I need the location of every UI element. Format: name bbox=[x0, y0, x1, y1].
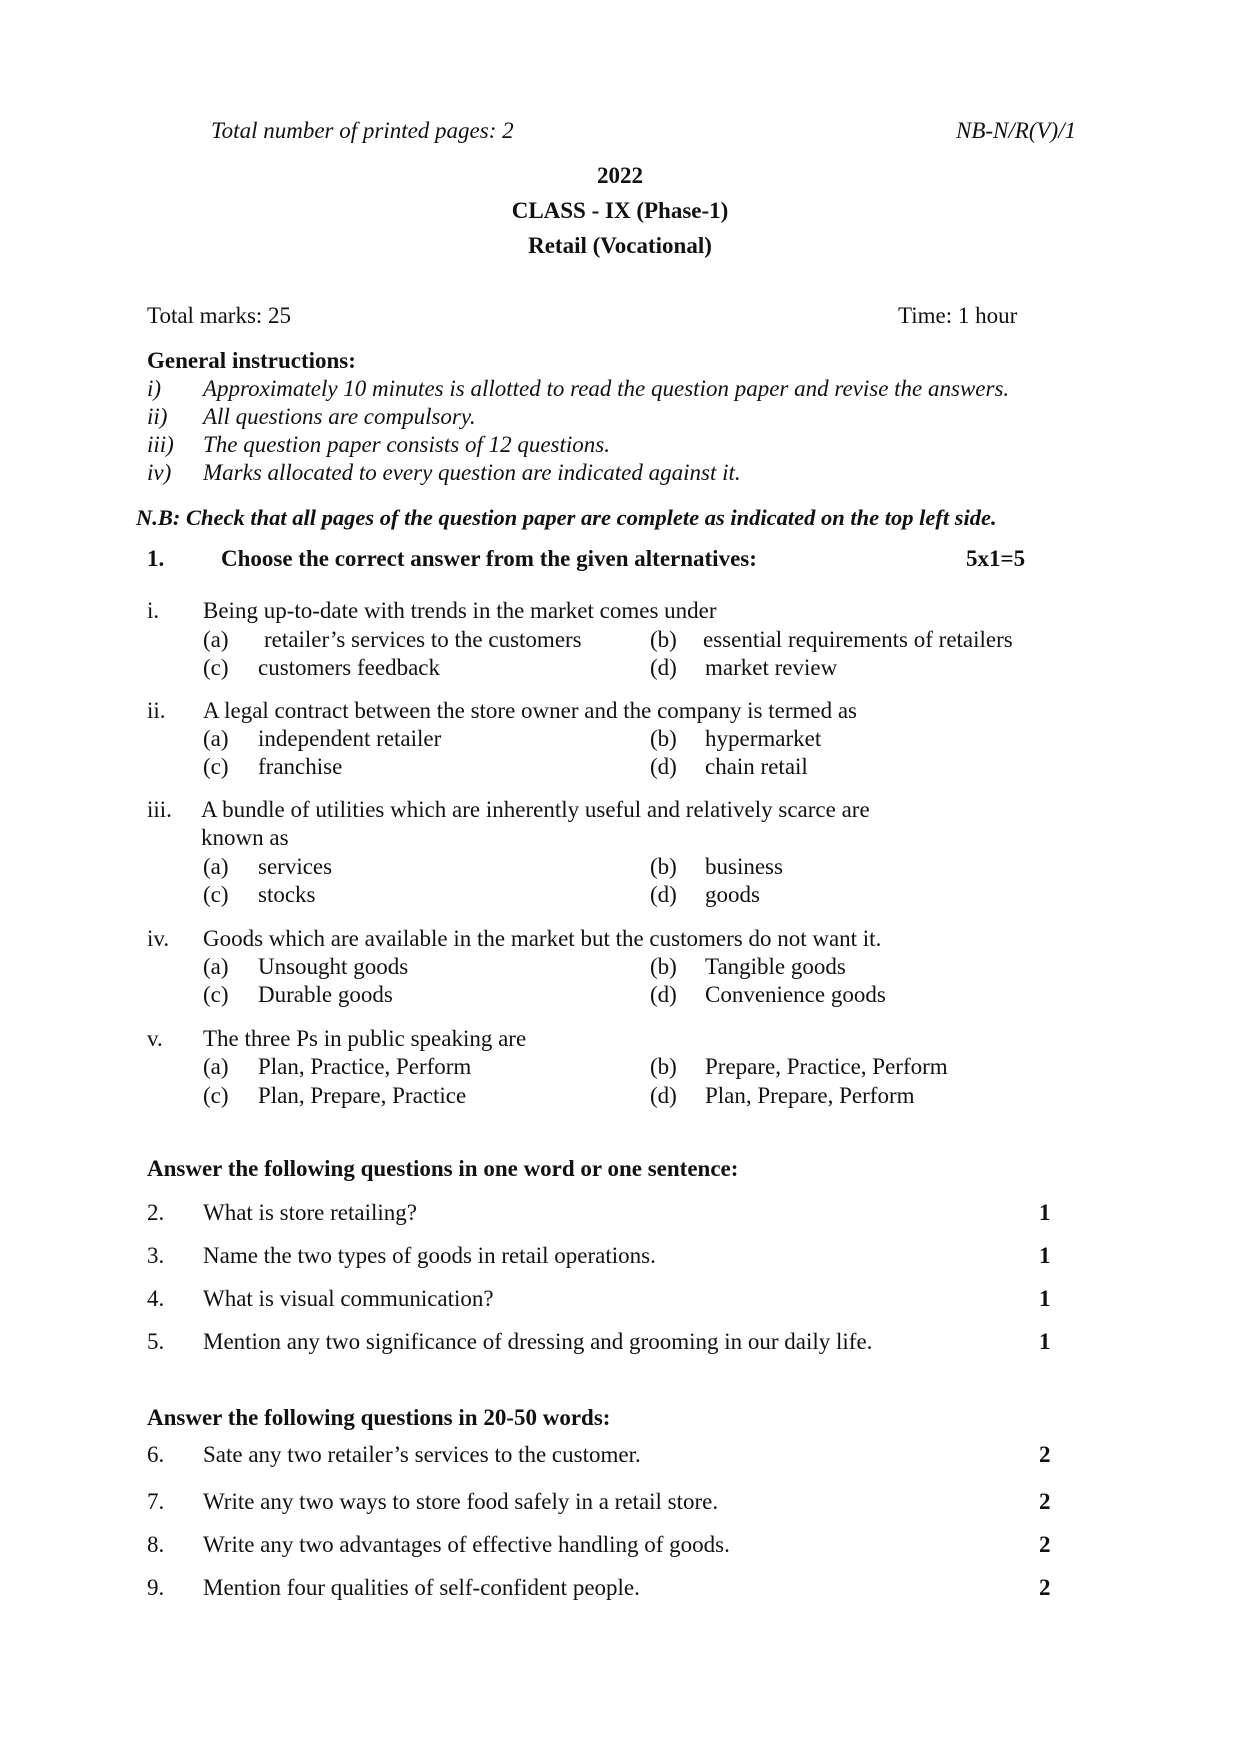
option-text: Tangible goods bbox=[705, 954, 846, 979]
question-marks: 2 bbox=[1039, 1575, 1051, 1600]
option-letter: (b) bbox=[650, 627, 677, 652]
question-text: What is store retailing? bbox=[203, 1200, 417, 1225]
sub-question-number: iii. bbox=[147, 797, 172, 822]
option-text: Plan, Prepare, Perform bbox=[705, 1083, 915, 1108]
question-number: 2. bbox=[147, 1200, 165, 1225]
option-letter: (b) bbox=[650, 726, 677, 751]
nb-note: N.B: Check that all pages of the question paper are complete as indicated on the top left side. bbox=[136, 505, 997, 530]
question-text: Write any two ways to store food safely in a retail store. bbox=[203, 1489, 719, 1514]
option-text: retailer’s services to the customers bbox=[264, 627, 582, 652]
sub-question-text: A legal contract between the store owner and the company is termed as bbox=[203, 698, 857, 723]
question-number: 6. bbox=[147, 1442, 165, 1467]
instruction-text: All questions are compulsory. bbox=[203, 404, 476, 429]
question-text: Mention any two significance of dressing and grooming in our daily life. bbox=[203, 1329, 873, 1354]
question-number: 9. bbox=[147, 1575, 165, 1600]
option-letter: (a) bbox=[203, 726, 229, 751]
option-text: goods bbox=[705, 882, 760, 907]
option-letter: (b) bbox=[650, 854, 677, 879]
question-marks: 1 bbox=[1039, 1243, 1051, 1268]
question-marks: 1 bbox=[1039, 1200, 1051, 1225]
class-title: CLASS - IX (Phase-1) bbox=[511, 198, 729, 223]
q1-text: Choose the correct answer from the given alternatives: bbox=[221, 546, 757, 571]
q1-marks: 5x1=5 bbox=[966, 546, 1026, 571]
option-text: hypermarket bbox=[705, 726, 822, 751]
option-text: essential requirements of retailers bbox=[703, 627, 1013, 652]
instruction-num: iii) bbox=[147, 432, 174, 457]
option-text: stocks bbox=[258, 882, 316, 907]
question-number: 8. bbox=[147, 1532, 165, 1557]
option-letter: (b) bbox=[650, 954, 677, 979]
option-letter: (a) bbox=[203, 854, 229, 879]
instruction-text: Marks allocated to every question are indicated against it. bbox=[203, 460, 741, 485]
option-letter: (a) bbox=[203, 627, 229, 652]
option-letter: (c) bbox=[203, 982, 229, 1007]
question-marks: 1 bbox=[1039, 1286, 1051, 1311]
option-text: market review bbox=[705, 655, 838, 680]
sub-question-text: Goods which are available in the market but the customers do not want it. bbox=[203, 926, 882, 951]
instruction-num: iv) bbox=[147, 460, 172, 485]
question-number: 7. bbox=[147, 1489, 165, 1514]
question-marks: 2 bbox=[1039, 1489, 1051, 1514]
option-letter: (c) bbox=[203, 1083, 229, 1108]
sub-question-number: i. bbox=[147, 598, 160, 623]
option-text: chain retail bbox=[705, 754, 808, 779]
option-letter: (d) bbox=[650, 655, 677, 680]
option-text: customers feedback bbox=[258, 655, 441, 680]
section-title-medium: Answer the following questions in 20-50 words: bbox=[147, 1405, 611, 1430]
q1-number: 1. bbox=[147, 546, 165, 571]
sub-question-text: The three Ps in public speaking are bbox=[203, 1026, 527, 1051]
instruction-num: ii) bbox=[147, 404, 168, 429]
question-text: Sate any two retailer’s services to the customer. bbox=[203, 1442, 641, 1467]
option-letter: (b) bbox=[650, 1054, 677, 1079]
option-text: Plan, Prepare, Practice bbox=[258, 1083, 467, 1108]
option-text: Convenience goods bbox=[705, 982, 886, 1007]
question-text: Name the two types of goods in retail operations. bbox=[203, 1243, 656, 1268]
option-text: Durable goods bbox=[258, 982, 393, 1007]
option-letter: (c) bbox=[203, 754, 229, 779]
option-text: independent retailer bbox=[258, 726, 442, 751]
option-letter: (c) bbox=[203, 882, 229, 907]
question-marks: 1 bbox=[1039, 1329, 1051, 1354]
question-marks: 2 bbox=[1039, 1532, 1051, 1557]
option-text: business bbox=[705, 854, 783, 879]
total-marks: Total marks: 25 bbox=[147, 303, 292, 328]
question-number: 5. bbox=[147, 1329, 165, 1354]
option-text: Unsought goods bbox=[258, 954, 409, 979]
question-marks: 2 bbox=[1039, 1442, 1051, 1467]
exam-year: 2022 bbox=[597, 163, 643, 188]
question-text: What is visual communication? bbox=[203, 1286, 494, 1311]
question-text: Write any two advantages of effective handling of goods. bbox=[203, 1532, 730, 1557]
section-title-short: Answer the following questions in one word or one sentence: bbox=[147, 1156, 739, 1181]
option-letter: (a) bbox=[203, 1054, 229, 1079]
option-text: services bbox=[258, 854, 333, 879]
question-text: Mention four qualities of self-confident people. bbox=[203, 1575, 640, 1600]
option-text: Prepare, Practice, Perform bbox=[705, 1054, 948, 1079]
instructions-title: General instructions: bbox=[147, 348, 356, 373]
sub-question-number: v. bbox=[147, 1026, 163, 1051]
printed-pages-note: Total number of printed pages: 2 bbox=[211, 118, 514, 143]
sub-question-number: iv. bbox=[147, 926, 170, 951]
option-letter: (c) bbox=[203, 655, 229, 680]
option-letter: (d) bbox=[650, 1083, 677, 1108]
option-letter: (d) bbox=[650, 982, 677, 1007]
option-text: Plan, Practice, Perform bbox=[258, 1054, 472, 1079]
instruction-num: i) bbox=[147, 376, 162, 401]
question-number: 4. bbox=[147, 1286, 165, 1311]
sub-question-text: Being up-to-date with trends in the market comes under bbox=[203, 598, 717, 623]
sub-question-number: ii. bbox=[147, 698, 166, 723]
exam-time: Time: 1 hour bbox=[898, 303, 1018, 328]
paper-code: NB-N/R(V)/1 bbox=[956, 118, 1077, 143]
instruction-text: Approximately 10 minutes is allotted to read the question paper and revise the answers. bbox=[203, 376, 1010, 401]
subject-title: Retail (Vocational) bbox=[528, 233, 712, 258]
option-letter: (d) bbox=[650, 882, 677, 907]
instruction-text: The question paper consists of 12 questions. bbox=[203, 432, 610, 457]
option-text: franchise bbox=[258, 754, 343, 779]
sub-question-text-cont: known as bbox=[201, 825, 289, 850]
sub-question-text: A bundle of utilities which are inherently useful and relatively scarce are bbox=[201, 797, 870, 822]
option-letter: (a) bbox=[203, 954, 229, 979]
question-number: 3. bbox=[147, 1243, 165, 1268]
option-letter: (d) bbox=[650, 754, 677, 779]
